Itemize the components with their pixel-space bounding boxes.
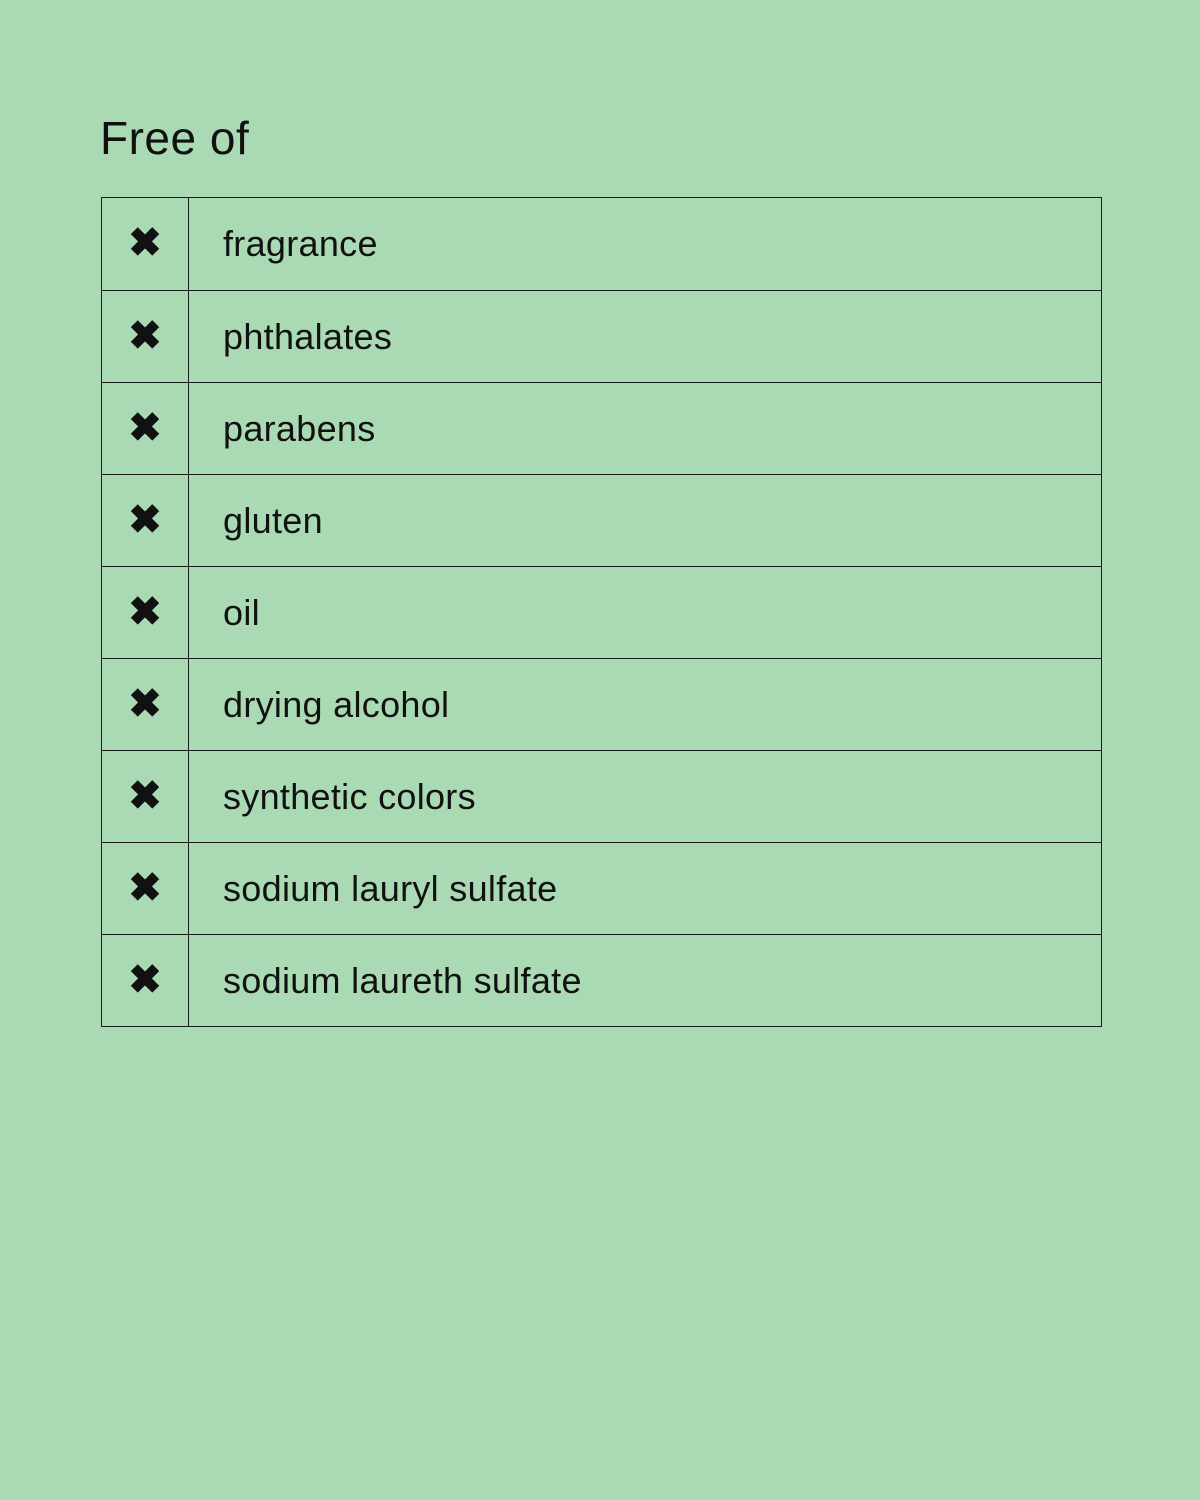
x-mark-icon: ✖ <box>128 681 162 726</box>
icon-cell <box>102 567 189 658</box>
row-label: oil <box>223 591 260 633</box>
row-label: drying alcohol <box>223 683 450 725</box>
row-label: sodium laureth sulfate <box>223 959 582 1001</box>
icon-cell <box>102 383 189 474</box>
table-row <box>102 474 1101 566</box>
x-mark-icon: ✖ <box>128 773 162 818</box>
row-label: parabens <box>223 407 376 449</box>
table-row <box>102 566 1101 658</box>
icon-cell <box>102 935 189 1026</box>
icon-cell <box>102 475 189 566</box>
row-label: synthetic colors <box>223 775 476 817</box>
x-mark-icon: ✖ <box>128 405 162 450</box>
row-label: phthalates <box>223 315 393 357</box>
row-label: sodium lauryl sulfate <box>223 867 558 909</box>
icon-cell <box>102 198 189 290</box>
row-label: gluten <box>223 499 323 541</box>
table-row <box>102 750 1101 842</box>
x-mark-icon: ✖ <box>128 313 162 358</box>
x-mark-icon: ✖ <box>128 221 162 265</box>
table-row <box>102 198 1101 290</box>
icon-cell <box>102 843 189 934</box>
table-row <box>102 934 1101 1026</box>
x-mark-icon: ✖ <box>128 957 162 1002</box>
table-row <box>102 382 1101 474</box>
free-of-table <box>101 197 1102 1027</box>
icon-cell <box>102 291 189 382</box>
table-row <box>102 290 1101 382</box>
table-row <box>102 658 1101 750</box>
icon-cell <box>102 751 189 842</box>
table-row <box>102 842 1101 934</box>
icon-cell <box>102 659 189 750</box>
row-label: fragrance <box>223 223 378 264</box>
x-mark-icon: ✖ <box>128 589 162 634</box>
x-mark-icon: ✖ <box>128 865 162 910</box>
x-mark-icon: ✖ <box>128 497 162 542</box>
page-title: Free of <box>100 112 250 164</box>
